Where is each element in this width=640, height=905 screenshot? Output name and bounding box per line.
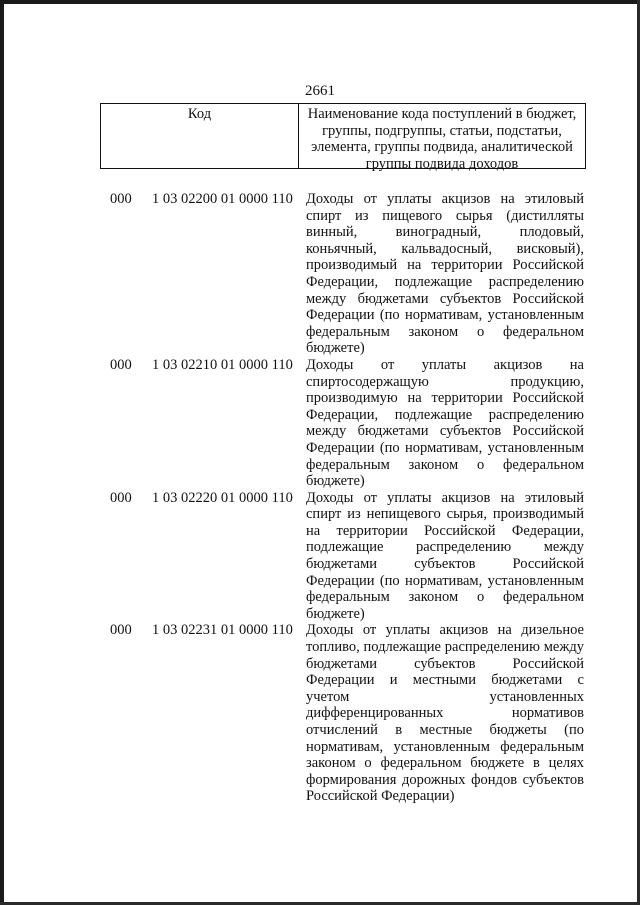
revenue-name: Доходы от уплаты акцизов на этиловый спирт из пищевого сырья (дистилляты винный, виноградный, плодовый, коньячный, кальвадосный, висковый), производимый на территории Российской Федерации, подлежащие распределению между бюджетами субъектов Российской Федерации (по нормативам, установленным федеральным законом о федеральном бюджете) — [306, 191, 584, 357]
page-number: 2661 — [305, 83, 335, 99]
table-header — [100, 103, 586, 172]
revenue-name: Доходы от уплаты акцизов на спиртосодержащую продукцию, производимую на территории Российской Федерации, подлежащие распределению между бюджетами субъектов Российской Федерации (по нормативам, установленным федеральным законом о федеральном бюджете) — [306, 356, 584, 490]
table-row — [100, 622, 586, 805]
admin-code: 000 — [110, 489, 132, 506]
revenue-name: Доходы от уплаты акцизов на дизельное топливо, подлежащие распределению между бюджетами субъектов Российской Федерации и местными бюджетами с учетом установленных дифференцированных нормативов отчислений в местные бюджеты (по нормативам, установленным федеральным законом о федеральном бюджете в целях формирования дорожных фондов субъектов Российской Федерации) — [306, 622, 584, 805]
revenue-name: Доходы от уплаты акцизов на этиловый спирт из непищевого сырья, производимый на территории Российской Федерации, подлежащие распределению между бюджетами субъектов Российской Федерации (по нормативам, установленным федеральным законом о федеральном бюджете) — [306, 489, 584, 622]
revenue-code: 1 03 02210 01 0000 110 — [152, 356, 293, 373]
admin-code: 000 — [110, 622, 132, 639]
admin-code: 000 — [110, 356, 132, 373]
revenue-code: 1 03 02231 01 0000 110 — [152, 622, 293, 639]
header-code-cell: Код — [101, 104, 299, 168]
table-row — [100, 490, 586, 623]
revenue-code: 1 03 02220 01 0000 110 — [152, 489, 293, 506]
revenue-code: 1 03 02200 01 0000 110 — [152, 191, 293, 207]
table-body — [100, 191, 586, 805]
admin-code: 000 — [110, 191, 132, 207]
scan-edge-left — [0, 0, 4, 905]
scan-edge-top — [0, 0, 640, 4]
table-row — [100, 191, 586, 357]
table-row — [100, 357, 586, 490]
header-name-cell: Наименование кода поступлений в бюджет, группы, подгруппы, статьи, подстатьи, элемента, группы подвида, аналитической группы подвида доходов — [307, 106, 577, 172]
